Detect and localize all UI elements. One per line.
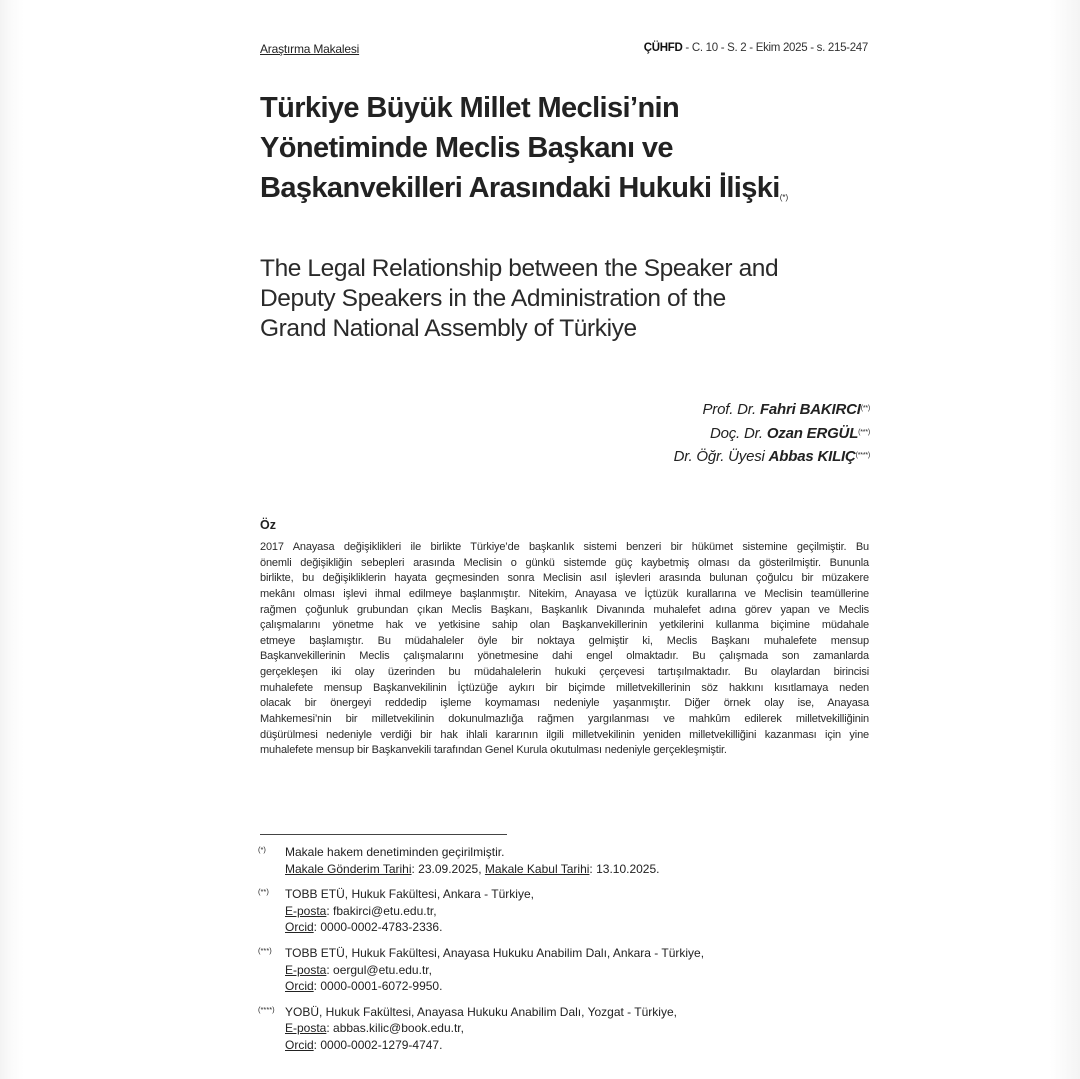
author-footnote-mark: (***) <box>858 428 870 436</box>
author-footnote-mark: (****) <box>855 452 870 459</box>
footnote-email <box>285 903 878 920</box>
abstract-line: Başkanvekillerinin Meclis çalışmalarını yönetmesine dahi engel olmaktadır. Bu çalışmada son zamanlarda <box>260 650 869 663</box>
footnote-mark: (*) <box>258 845 266 854</box>
email-label: E-posta <box>285 903 327 918</box>
accepted-value: : 13.10.2025. <box>589 861 660 876</box>
submitted-label: Makale Gönderim Tarihi <box>285 861 412 876</box>
abstract-line: önemli değişikliğin sebepleri arasında Meclisin o günkü sistemde güç kaybetmiş olması da gösterilmiştir. Bununla <box>260 556 869 569</box>
footnote <box>258 945 878 995</box>
email-value: : abbas.kilic@book.edu.tr, <box>326 1021 464 1036</box>
orcid-label: Orcid <box>285 979 314 994</box>
footnote-mark: (**) <box>258 887 269 897</box>
abstract-line: düşürülmesi nedeniyle verdiği bir hak ihlali kararının ilgili milletvekilinin yeniden milletvekilliğini kazanması için yine <box>260 728 869 741</box>
author-name: Abbas KILIÇ <box>768 448 856 465</box>
title-en-line: The Legal Relationship between the Speaker and <box>260 255 779 282</box>
orcid-label: Orcid <box>285 1037 314 1052</box>
orcid-value: : 0000-0001-6072-9950. <box>313 979 443 994</box>
footnote-divider <box>260 834 507 835</box>
author-list <box>674 398 870 469</box>
footnote <box>258 844 878 877</box>
title-tr-line-text: Başkanvekilleri Arasındaki Hukuki İlişki <box>260 172 780 204</box>
abstract-body <box>260 540 869 759</box>
title-turkish <box>260 88 900 208</box>
footnote-affiliation: TOBB ETÜ, Hukuk Fakültesi, Anayasa Hukuku Anabilim Dalı, Ankara - Türkiye, <box>285 945 705 960</box>
author-row <box>674 398 870 422</box>
abstract-line: etmeye başlamıştır. Bu müdahaleler öyle bir noktaya gelmiştir ki, Meclis Başkanı muhalefete mensup <box>260 634 869 647</box>
title-tr-line: Yönetiminde Meclis Başkanı ve <box>260 132 673 164</box>
abstract-line: olacak bir önergeyi reddedip işleme koymaması nedeniyle yaşanmıştır. Diğer örnek olay ise, Anayasa <box>260 697 869 710</box>
author-name: Ozan ERGÜL <box>766 424 859 442</box>
footnote-mark: (***) <box>258 945 272 955</box>
abstract-line: muhalefete mensup Başkanvekilinin İçtüzüğe aykırı bir biçimde milletvekillerinin söz hakkını kısıtlamaya neden <box>260 681 869 694</box>
journal-abbr: ÇÜHFD <box>643 42 683 54</box>
orcid-value: : 0000-0002-1279-4747. <box>313 1037 443 1052</box>
author-name: Fahri BAKIRCI <box>759 401 861 418</box>
title-english <box>260 254 900 344</box>
citation-details: - C. 10 - S. 2 - Ekim 2025 - s. 215-247 <box>682 42 868 54</box>
author-row <box>674 422 870 446</box>
journal-citation <box>644 42 868 54</box>
email-label: E-posta <box>285 962 327 977</box>
author-title: Prof. Dr. <box>702 401 760 418</box>
footnote-note: Makale hakem denetiminden geçirilmiştir. <box>285 845 505 859</box>
abstract-line: mekânı olması işlevi ihmal edilmeye başlanmıştır. Nitekim, Anayasa ve İçtüzük kurallarına ve Meclisin teamüllerine <box>260 587 869 600</box>
footnote-email <box>285 1020 878 1037</box>
footnotes <box>258 844 878 1063</box>
abstract-line: birlikte, bu değişikliklerin hayata geçmesinden sonra Meclisin asıl işlevleri arasında bulunan çoğulcu bir müzakere <box>260 572 869 585</box>
abstract-line: Mahkemesi’nin bir milletvekilinin dokunulmazlığa rağmen yargılanması ve mahkûm edilerek milletvekilliğinin <box>260 713 869 726</box>
title-tr-line: Türkiye Büyük Millet Meclisi’nin <box>260 92 680 124</box>
author-row <box>674 445 870 469</box>
email-value: : fbakirci@etu.edu.tr, <box>326 903 437 918</box>
abstract-line: gerçekleşen iki olay üzerinden bu müdahalelerin hukuki çerçevesi tartışılmaktadır. Bu olaylardan birincisi <box>260 666 869 679</box>
abstract-line: rağmen çoğunluk grubundan çıkan Meclis Başkanı, Başkanlık Divanında muhalefet adına görev yapan ve Meclis <box>260 603 869 616</box>
accepted-label: Makale Kabul Tarihi <box>484 861 590 876</box>
footnote-orcid <box>285 978 878 995</box>
author-title: Dr. Öğr. Üyesi <box>673 448 769 465</box>
author-footnote-mark: (**) <box>860 405 870 412</box>
footnote-orcid <box>285 919 878 936</box>
abstract-line: 2017 Anayasa değişiklikleri ile birlikte Türkiye’de başkanlık sistemi benzeri bir hükümet sistemine geçilmiştir. Bu <box>260 541 869 553</box>
orcid-label: Orcid <box>285 920 314 935</box>
footnote-email <box>285 962 878 979</box>
abstract-line: muhalefete mensup bir Başkanvekili tarafından Genel Kurula okutulması nedeniyle gerçekleşmiştir. <box>260 744 727 757</box>
email-value: : oergul@etu.edu.tr, <box>326 962 432 977</box>
orcid-value: : 0000-0002-4783-2336. <box>313 920 443 935</box>
title-en-line: Grand National Assembly of Türkiye <box>260 315 637 342</box>
title-footnote-mark: (*) <box>779 193 789 202</box>
footnote <box>258 886 878 936</box>
email-label: E-posta <box>285 1021 327 1036</box>
title-tr-line <box>260 168 900 208</box>
submitted-value: : 23.09.2025, <box>411 861 485 876</box>
footnote-dates <box>285 861 878 878</box>
footnote-affiliation: TOBB ETÜ, Hukuk Fakültesi, Ankara - Türkiye, <box>285 887 534 902</box>
footnote <box>258 1004 878 1054</box>
article-type: Araştırma Makalesi <box>260 42 360 56</box>
abstract-line: çalışmalarını yönetme hak ve yetkisine sahip olan Başkanvekillerinin yetkilerini kullanma biçimine müdahale <box>260 619 869 632</box>
footnote-affiliation: YOBÜ, Hukuk Fakültesi, Anayasa Hukuku Anabilim Dalı, Yozgat - Türkiye, <box>285 1004 677 1019</box>
title-en-line: Deputy Speakers in the Administration of the <box>260 285 726 312</box>
footnote-orcid <box>285 1037 878 1054</box>
abstract-heading: Öz <box>260 518 276 532</box>
footnote-mark: (****) <box>258 1004 275 1014</box>
author-title: Doç. Dr. <box>709 424 767 442</box>
